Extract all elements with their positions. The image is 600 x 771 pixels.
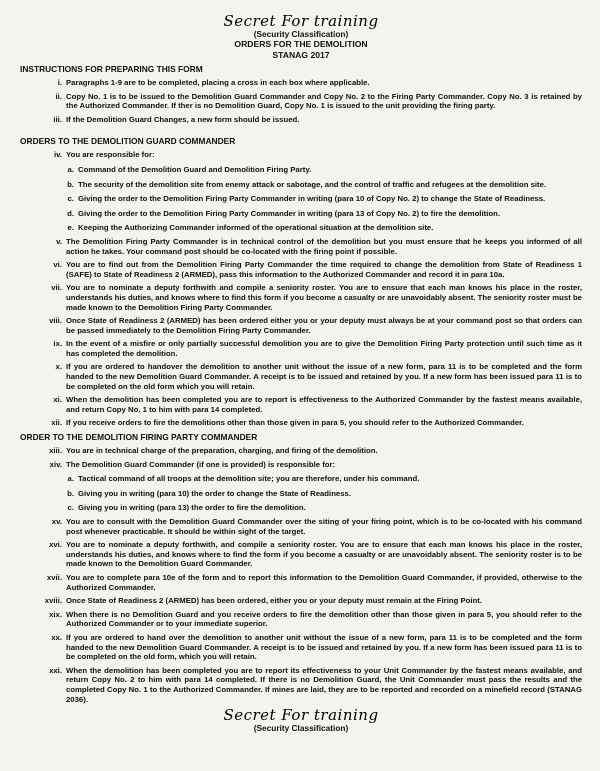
item-number: ix. xyxy=(53,339,62,349)
guard-item xyxy=(20,260,582,279)
subitem-text: Tactical command of all troops at the demolition site; you are therefore, under his command. xyxy=(78,474,420,484)
subitem-letter: c. xyxy=(67,194,74,204)
guard-orders-heading: ORDERS TO THE DEMOLITION GUARD COMMANDER xyxy=(20,136,236,147)
firing-item xyxy=(20,610,582,629)
guard-item xyxy=(20,237,582,256)
guard-item xyxy=(20,339,582,358)
firing-item xyxy=(20,517,582,536)
instruction-item xyxy=(20,92,582,111)
security-classification-top: (Security Classification) xyxy=(253,29,349,39)
guard-subitem xyxy=(20,209,582,219)
subitem-letter: d. xyxy=(67,208,74,218)
item-number: x. xyxy=(55,362,62,372)
guard-subitem xyxy=(20,165,582,175)
item-text: If you are ordered to handover the demolition to another unit without the issue of a new form, para 11 is to be completed and the form handed to the new Demolition Guard Commander. A receipt is to be issued and retained by you. If a new form has been issued para 11 is to be completed on the old form which you will retain. xyxy=(66,362,582,391)
item-text: When there is no Demolition Guard and you receive orders to fire the demolition other than those given in para 5, you should refer to the Authorized Commander or to your immediate superior. xyxy=(66,609,582,629)
subitem-text: The security of the demolition site from enemy attack or sabotage, and the control of traffic and refugees at the demolition site. xyxy=(78,179,547,189)
item-number: xxi. xyxy=(49,665,62,675)
guard-subitem xyxy=(20,223,582,233)
guard-subitem xyxy=(20,194,582,204)
instruction-item xyxy=(20,115,582,125)
item-text: You are in technical charge of the preparation, charging, and firing of the demolition. xyxy=(66,446,378,456)
item-number: iv. xyxy=(53,150,62,160)
document-subtitle: STANAG 2017 xyxy=(272,49,330,60)
item-number: v. xyxy=(56,236,62,246)
firing-item xyxy=(20,446,582,456)
item-number: i. xyxy=(57,78,62,87)
item-number: xx. xyxy=(51,632,62,642)
item-number: xviii. xyxy=(44,596,62,606)
item-number: vii. xyxy=(51,283,62,293)
firing-item xyxy=(20,540,582,569)
handwritten-classification-bottom: Secret For training xyxy=(223,706,379,725)
guard-item xyxy=(20,395,582,414)
guard-item xyxy=(20,150,582,160)
subitem-text: Giving the order to the Demolition Firing Party Commander in writing (para 10 of Copy No. 2) to change the State of Readiness. xyxy=(78,194,546,204)
item-text: When the demolition has been completed you are to report is effectiveness to the Authorized Commander by the fastest means available, and return Copy No. 1 to him with para 14 completed. xyxy=(66,395,582,414)
document-title: ORDERS FOR THE DEMOLITION xyxy=(234,39,368,49)
item-text: If you receive orders to fire the demolitions other than those given in para 5, you should refer to the Authorized Commander. xyxy=(66,418,524,428)
item-text: You are to nominate a deputy forthwith and compile a seniority roster. You are to ensure that each man knows his place in the roster, understands his duties, and knows where to find this form if you become a casualty or are unavoidably absent. The seniority roster must be made known to the Demolition Firing Party Commander. xyxy=(66,283,582,312)
instruction-item xyxy=(20,78,582,88)
subitem-letter: e. xyxy=(67,223,74,233)
subitem-letter: a. xyxy=(67,164,74,174)
firing-item xyxy=(20,573,582,592)
item-text: Once State of Readiness 2 (ARMED) has been ordered either you or your deputy must always be at your command post so that orders can be passed immediately to the Demolition Firing Party Commander. xyxy=(66,316,582,335)
item-number: iii. xyxy=(53,114,62,124)
firing-item xyxy=(20,666,582,704)
handwritten-classification-top: Secret For training xyxy=(223,12,379,30)
guard-subitem xyxy=(20,180,582,190)
subitem-text: Giving the order to the Demolition Firing Party Commander in writing (para 13 of Copy No. 2) to fire the demolition. xyxy=(78,208,500,218)
firing-item xyxy=(20,596,582,606)
item-number: ii. xyxy=(55,91,62,101)
item-text: Once State of Readiness 2 (ARMED) has been ordered, either you or your deputy must remain at the Firing Point. xyxy=(66,596,482,606)
guard-item xyxy=(20,316,582,335)
guard-item xyxy=(20,362,582,391)
item-text: The Demolition Firing Party Commander is in technical control of the demolition but you must ensure that he keeps you informed of all action he takes. Your command post should be co-located with the firing point if possible. xyxy=(66,236,582,256)
subitem-text: Giving you in writing (para 10) the order to change the State of Readiness. xyxy=(78,488,352,498)
item-number: xvi. xyxy=(49,540,62,550)
firing-item xyxy=(20,633,582,662)
item-number: xvii. xyxy=(46,572,62,582)
item-number: viii. xyxy=(49,316,62,326)
item-text: If the Demolition Guard Changes, a new form should be issued. xyxy=(66,114,300,124)
subitem-letter: a. xyxy=(67,474,74,484)
firing-subitem xyxy=(20,489,582,499)
item-text: Copy No. 1 is to be issued to the Demolition Guard Commander and Copy No. 2 to the Firing Party Commander. Copy No. 3 is retained by the Authorized Commander. If ther is no Demolition Guard, Copy No. 1 is issued to the unit providing the firing party. xyxy=(66,91,582,111)
instructions-heading: INSTRUCTIONS FOR PREPARING THIS FORM xyxy=(20,64,203,74)
item-number: xii. xyxy=(51,418,62,428)
subitem-letter: b. xyxy=(67,488,74,498)
item-number: xi. xyxy=(53,395,62,405)
firing-subitem xyxy=(20,503,582,513)
firing-party-orders-heading: ORDER TO THE DEMOLITION FIRING PARTY COMMANDER xyxy=(20,432,258,443)
item-text: You are responsible for: xyxy=(66,150,155,160)
item-text: Paragraphs 1-9 are to be completed, placing a cross in each box where applicable. xyxy=(66,78,370,87)
subitem-letter: c. xyxy=(67,503,74,513)
item-text: You are to complete para 10e of the form and to report this information to the Demolition Guard Commander, if provided, otherwise to the Authorized Commander. xyxy=(66,572,582,592)
item-text: You are to nominate a deputy forthwith, and compile a seniority roster. You are to ensure that each man knows his place in the roster, understands his duties, and knows where to find the form if you become a casualty or are unavoidably absent. The seniority roster is to be made known to the Demolition Guard Commander. xyxy=(66,540,582,569)
item-number: xix. xyxy=(49,609,62,619)
item-text: You are to consult with the Demolition Guard Commander over the siting of your firing point, which is to be co-located with his command post whenever practicable. It should be within sight of the target. xyxy=(66,517,582,536)
item-number: xiv. xyxy=(49,459,62,469)
item-text: If you are ordered to hand over the demolition to another unit without the issue of a new form, para 11 is to be completed and the form handed to the new Demolition Guard Commander. A receipt is to be issued and retained by you. If a new form has been issued para 11 is to be completed on the old form, which you will retain. xyxy=(66,632,582,662)
subitem-text: Command of the Demolition Guard and Demolition Firing Party. xyxy=(78,164,312,174)
guard-item xyxy=(20,418,582,428)
guard-item xyxy=(20,283,582,312)
subitem-text: Keeping the Authorizing Commander informed of the operational situation at the demolition site. xyxy=(78,223,434,233)
item-text: In the event of a misfire or only partially successful demolition you are to give the Demolition Firing Party protection until such time as it has completed the demolition. xyxy=(66,339,582,358)
firing-item xyxy=(20,460,582,470)
item-number: xiii. xyxy=(49,446,62,456)
security-classification-bottom: (Security Classification) xyxy=(253,723,349,734)
item-text: You are to find out from the Demolition Firing Party Commander the time required to change the demolition from State of Readiness 1 (SAFE) to State of Readiness 2 (ARMED), pass this information to the Authorized Commander and record it in para 10a. xyxy=(66,260,582,279)
item-number: xv. xyxy=(51,517,62,526)
item-text: When the demolition has been completed you are to report its effectiveness to your Unit Commander by the fastest means available, and return Copy No. 2 to him with para 14 completed. If there is no Demolition Guard, the Unit Commander must pass the results and the completed Copy No. 1 to the Authorized Commander. If mines are laid, they are to be reported and recorded on a minefield record (STANAG 2036). xyxy=(66,665,582,704)
subitem-letter: b. xyxy=(67,179,74,189)
item-number: vi. xyxy=(53,260,62,270)
subitem-text: Giving you in writing (para 13) the order to fire the demolition. xyxy=(78,503,306,513)
firing-subitem xyxy=(20,474,582,484)
item-text: The Demolition Guard Commander (if one is provided) is responsible for: xyxy=(66,459,336,469)
